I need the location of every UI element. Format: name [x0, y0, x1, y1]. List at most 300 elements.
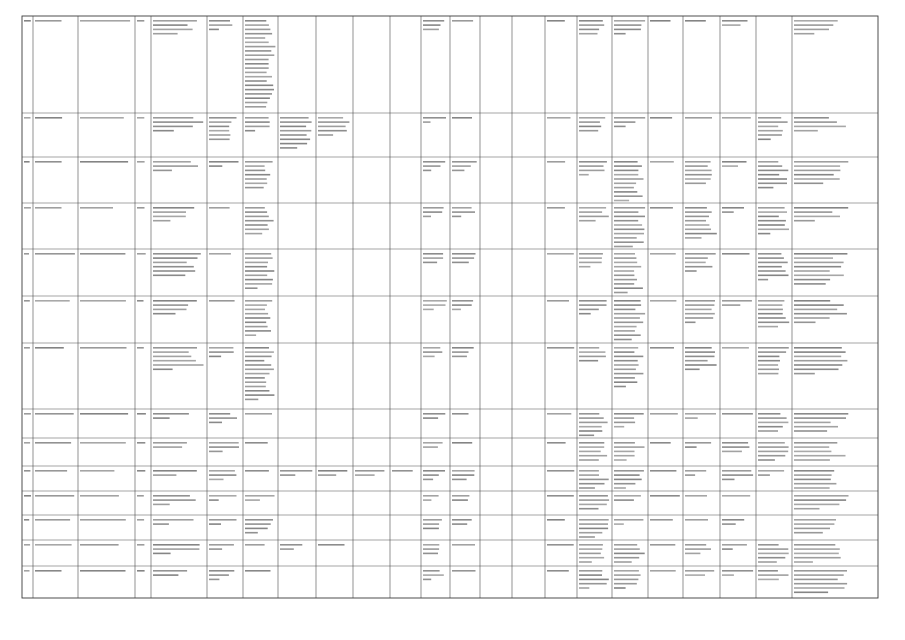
illegible-text-line	[137, 161, 145, 163]
illegible-text-line	[758, 426, 783, 428]
table-cell	[452, 117, 472, 119]
table-cell	[579, 117, 605, 132]
illegible-text-line	[758, 579, 779, 581]
illegible-text-line	[423, 413, 445, 415]
illegible-text-line	[758, 557, 785, 559]
illegible-text-line	[153, 117, 193, 119]
illegible-text-line	[614, 29, 641, 31]
table-cell	[35, 519, 70, 521]
illegible-text-line	[579, 207, 606, 209]
illegible-text-line	[614, 451, 635, 453]
illegible-text-line	[245, 24, 269, 26]
illegible-text-line	[579, 304, 607, 306]
illegible-text-line	[137, 117, 144, 119]
illegible-text-line	[423, 570, 440, 572]
illegible-text-line	[280, 470, 312, 472]
illegible-text-line	[153, 270, 195, 272]
table-row	[24, 519, 836, 538]
illegible-text-line	[758, 544, 779, 546]
table-cell	[722, 117, 751, 119]
illegible-text-line	[423, 300, 447, 302]
table-cell	[209, 470, 236, 480]
table-cell	[685, 300, 715, 323]
illegible-text-line	[794, 544, 835, 546]
illegible-text-line	[722, 523, 736, 525]
illegible-text-line	[758, 253, 781, 255]
illegible-text-line	[153, 495, 190, 497]
illegible-text-line	[794, 283, 826, 285]
table-cell	[209, 544, 234, 550]
illegible-text-line	[423, 207, 444, 209]
illegible-text-line	[245, 220, 274, 222]
table-cell	[722, 544, 747, 550]
illegible-text-line	[245, 369, 274, 371]
illegible-text-line	[758, 121, 788, 123]
illegible-text-line	[579, 574, 602, 576]
illegible-text-line	[614, 161, 638, 163]
illegible-text-line	[209, 347, 233, 349]
illegible-text-line	[685, 207, 707, 209]
table-cell	[794, 20, 838, 35]
illegible-text-line	[579, 504, 607, 506]
illegible-text-line	[650, 470, 676, 472]
illegible-text-line	[758, 211, 787, 213]
illegible-text-line	[24, 413, 31, 415]
illegible-text-line	[245, 216, 269, 218]
illegible-text-line	[245, 262, 268, 264]
illegible-text-line	[24, 207, 31, 209]
illegible-text-line	[423, 528, 439, 530]
illegible-text-line	[614, 257, 636, 259]
table-cell	[35, 570, 62, 572]
illegible-text-line	[209, 121, 231, 123]
illegible-text-line	[280, 548, 294, 550]
illegible-text-line	[794, 579, 838, 581]
illegible-text-line	[685, 253, 716, 255]
table-cell	[547, 544, 574, 546]
illegible-text-line	[650, 253, 676, 255]
table-cell	[614, 207, 645, 247]
illegible-text-line	[794, 499, 846, 501]
illegible-text-line	[758, 130, 783, 132]
illegible-text-line	[758, 474, 770, 476]
illegible-text-line	[153, 364, 204, 366]
illegible-text-line	[794, 583, 847, 585]
table-cell	[758, 442, 789, 461]
illegible-text-line	[80, 495, 119, 497]
table-cell	[650, 470, 676, 472]
illegible-text-line	[614, 178, 644, 180]
table-cell	[614, 20, 645, 35]
illegible-text-line	[245, 390, 269, 392]
table-cell	[423, 442, 443, 448]
table-cell	[685, 413, 716, 419]
illegible-text-line	[614, 200, 629, 202]
illegible-text-line	[153, 207, 194, 209]
illegible-text-line	[650, 442, 671, 444]
illegible-text-line	[794, 592, 828, 594]
illegible-text-line	[245, 126, 270, 128]
illegible-text-line	[547, 495, 574, 497]
illegible-text-line	[614, 270, 634, 272]
illegible-text-line	[722, 570, 753, 572]
illegible-text-line	[245, 187, 264, 189]
illegible-text-line	[579, 20, 603, 22]
illegible-text-line	[137, 300, 144, 302]
illegible-text-line	[758, 178, 787, 180]
illegible-text-line	[685, 347, 712, 349]
illegible-text-line	[685, 216, 709, 218]
illegible-text-line	[614, 207, 645, 209]
table-row	[24, 470, 836, 489]
illegible-text-line	[209, 130, 229, 132]
illegible-text-line	[452, 347, 474, 349]
table-cell	[547, 207, 565, 209]
table-cell	[722, 495, 750, 497]
table-cell	[614, 161, 644, 201]
illegible-text-line	[685, 165, 708, 167]
illegible-text-line	[245, 360, 264, 362]
illegible-text-line	[35, 495, 74, 497]
table-cell	[452, 544, 475, 546]
table-cell	[80, 253, 125, 255]
illegible-text-line	[579, 435, 594, 437]
illegible-text-line	[794, 24, 833, 26]
illegible-text-line	[650, 207, 673, 209]
illegible-text-line	[153, 413, 189, 415]
illegible-text-line	[137, 207, 145, 209]
table-cell	[423, 117, 446, 123]
table-cell	[24, 495, 31, 497]
illegible-text-line	[579, 211, 602, 213]
illegible-text-line	[614, 373, 643, 375]
illegible-text-line	[245, 322, 266, 324]
illegible-text-line	[614, 283, 634, 285]
illegible-text-line	[794, 417, 846, 419]
table-cell	[722, 300, 752, 306]
table-cell	[80, 570, 126, 572]
illegible-text-line	[153, 29, 193, 31]
illegible-text-line	[614, 287, 643, 289]
illegible-text-line	[245, 33, 272, 35]
illegible-text-line	[245, 313, 268, 315]
illegible-text-line	[579, 126, 601, 128]
table-cell	[318, 117, 349, 136]
illegible-text-line	[579, 257, 602, 259]
illegible-text-line	[758, 183, 787, 185]
illegible-text-line	[685, 495, 707, 497]
illegible-text-line	[758, 442, 785, 444]
illegible-text-line	[452, 20, 473, 22]
illegible-text-line	[685, 257, 708, 259]
illegible-text-line	[614, 347, 638, 349]
table-cell	[245, 161, 273, 188]
table-cell	[137, 253, 146, 255]
table-cell	[24, 117, 31, 119]
table-cell	[685, 20, 706, 22]
illegible-text-line	[153, 544, 200, 546]
table-cell	[794, 470, 836, 489]
table-cell	[579, 207, 609, 222]
illegible-text-line	[579, 174, 589, 176]
illegible-text-line	[80, 413, 128, 415]
table-cell	[153, 495, 196, 505]
illegible-text-line	[80, 347, 127, 349]
illegible-text-line	[758, 561, 777, 563]
table-cell	[24, 570, 30, 572]
illegible-text-line	[245, 528, 268, 530]
illegible-text-line	[579, 536, 595, 538]
illegible-text-line	[579, 470, 599, 472]
table-cell	[423, 207, 444, 217]
illegible-text-line	[579, 455, 607, 457]
illegible-text-line	[579, 33, 598, 35]
illegible-text-line	[24, 161, 30, 163]
illegible-text-line	[153, 553, 171, 555]
illegible-text-line	[579, 117, 605, 119]
illegible-text-line	[685, 446, 697, 448]
illegible-text-line	[614, 304, 641, 306]
table-row	[24, 117, 846, 149]
illegible-text-line	[758, 470, 784, 472]
illegible-text-line	[794, 479, 831, 481]
illegible-text-line	[794, 183, 823, 185]
illegible-text-line	[685, 224, 709, 226]
table-cell	[650, 117, 672, 119]
illegible-text-line	[794, 369, 839, 371]
illegible-text-line	[579, 495, 608, 497]
illegible-text-line	[758, 417, 787, 419]
illegible-text-line	[547, 519, 565, 521]
table-cell	[452, 20, 473, 22]
illegible-text-line	[579, 356, 606, 358]
illegible-text-line	[614, 474, 640, 476]
table-cell	[423, 470, 445, 480]
table-cell	[423, 570, 444, 580]
illegible-text-line	[245, 20, 266, 22]
illegible-text-line	[650, 20, 671, 22]
illegible-text-line	[794, 553, 839, 555]
illegible-text-line	[153, 313, 176, 315]
illegible-text-line	[614, 313, 645, 315]
table-cell	[245, 570, 271, 572]
illegible-text-line	[758, 170, 788, 172]
illegible-text-line	[579, 587, 589, 589]
illegible-text-line	[685, 20, 706, 22]
table-cell	[80, 544, 119, 546]
illegible-text-line	[35, 442, 71, 444]
table-cell	[35, 117, 62, 119]
table-row	[24, 442, 846, 461]
illegible-text-line	[579, 216, 609, 218]
illegible-text-line	[579, 553, 601, 555]
table-cell	[209, 519, 237, 525]
illegible-text-line	[794, 178, 840, 180]
illegible-text-line	[245, 544, 265, 546]
illegible-text-line	[209, 351, 234, 353]
illegible-text-line	[794, 207, 848, 209]
illegible-text-line	[245, 499, 260, 501]
illegible-text-line	[245, 386, 266, 388]
table-cell	[318, 470, 347, 476]
table-cell	[758, 300, 789, 327]
table-cell	[35, 413, 74, 415]
table-cell	[758, 207, 789, 234]
table-cell	[137, 413, 146, 415]
illegible-text-line	[245, 80, 267, 82]
table-cell	[650, 253, 676, 255]
illegible-text-line	[452, 442, 472, 444]
illegible-text-line	[758, 262, 788, 264]
table-cell	[614, 519, 643, 525]
table-cell	[80, 207, 113, 209]
illegible-text-line	[153, 548, 199, 550]
illegible-text-line	[794, 309, 837, 311]
illegible-text-line	[685, 317, 713, 319]
illegible-text-line	[245, 330, 271, 332]
illegible-text-line	[579, 417, 604, 419]
illegible-text-line	[547, 161, 565, 163]
illegible-text-line	[758, 570, 778, 572]
table-cell	[24, 161, 30, 163]
table-cell	[423, 519, 442, 529]
illegible-text-line	[794, 313, 847, 315]
illegible-text-line	[318, 544, 345, 546]
illegible-text-line	[245, 174, 270, 176]
table-cell	[614, 570, 641, 589]
illegible-text-line	[758, 430, 778, 432]
illegible-text-line	[614, 548, 640, 550]
table-cell	[452, 570, 476, 572]
illegible-text-line	[722, 207, 744, 209]
illegible-text-line	[35, 347, 64, 349]
illegible-text-line	[245, 413, 272, 415]
table-row	[24, 544, 841, 563]
illegible-text-line	[794, 351, 846, 353]
illegible-text-line	[452, 499, 468, 501]
illegible-text-line	[614, 519, 643, 521]
illegible-text-line	[318, 474, 336, 476]
illegible-text-line	[245, 207, 265, 209]
illegible-text-line	[24, 117, 31, 119]
illegible-text-line	[794, 300, 830, 302]
illegible-text-line	[794, 304, 844, 306]
illegible-text-line	[758, 459, 775, 461]
table-cell	[35, 442, 71, 444]
illegible-text-line	[137, 253, 146, 255]
table-cell	[209, 253, 231, 255]
illegible-text-line	[758, 317, 786, 319]
illegible-text-line	[423, 161, 445, 163]
table-cell	[722, 161, 747, 167]
illegible-text-line	[35, 20, 62, 22]
illegible-text-line	[794, 360, 847, 362]
table-cell	[452, 347, 474, 357]
illegible-text-line	[722, 347, 749, 349]
table-cell	[153, 161, 198, 171]
illegible-text-line	[547, 570, 569, 572]
table-cell	[579, 570, 609, 589]
illegible-text-line	[80, 544, 119, 546]
illegible-text-line	[245, 178, 267, 180]
illegible-text-line	[794, 523, 834, 525]
illegible-text-line	[614, 266, 641, 268]
table-cell	[722, 442, 749, 452]
illegible-text-line	[794, 570, 847, 572]
illegible-text-line	[685, 351, 715, 353]
illegible-text-line	[685, 548, 711, 550]
table-cell	[758, 253, 789, 280]
illegible-text-line	[579, 309, 599, 311]
illegible-text-line	[794, 161, 848, 163]
illegible-text-line	[758, 161, 778, 163]
table-cell	[280, 470, 312, 476]
table-cell	[209, 495, 237, 501]
table-cell	[579, 470, 609, 489]
illegible-text-line	[722, 165, 738, 167]
illegible-text-line	[547, 470, 574, 472]
illegible-text-line	[80, 207, 113, 209]
illegible-text-line	[579, 422, 608, 424]
illegible-text-line	[423, 165, 441, 167]
illegible-text-line	[209, 134, 230, 136]
illegible-text-line	[685, 413, 716, 415]
illegible-text-line	[794, 20, 838, 22]
illegible-text-line	[722, 300, 752, 302]
illegible-text-line	[318, 121, 349, 123]
illegible-text-line	[614, 330, 635, 332]
illegible-text-line	[794, 548, 840, 550]
illegible-text-line	[245, 334, 256, 336]
illegible-text-line	[579, 528, 608, 530]
illegible-text-line	[547, 347, 574, 349]
table-cell	[685, 117, 712, 119]
illegible-text-line	[280, 474, 295, 476]
table-cell	[547, 413, 571, 415]
table-cell	[80, 20, 130, 22]
illegible-text-line	[614, 413, 644, 415]
illegible-text-line	[614, 174, 638, 176]
illegible-text-line	[452, 470, 475, 472]
illegible-text-line	[614, 322, 643, 324]
table-grid	[22, 16, 878, 598]
table-cell	[758, 413, 788, 432]
table-cell	[722, 253, 750, 255]
table-cell	[614, 495, 641, 501]
table-cell	[579, 544, 604, 563]
table-cell	[650, 347, 674, 349]
illegible-text-line	[80, 161, 128, 163]
table-cell	[35, 347, 64, 349]
illegible-text-line	[794, 220, 815, 222]
illegible-text-line	[722, 413, 753, 415]
illegible-text-line	[579, 474, 599, 476]
illegible-text-line	[153, 211, 186, 213]
illegible-text-line	[614, 279, 637, 281]
illegible-text-line	[758, 233, 770, 235]
table-row	[24, 253, 847, 293]
illegible-text-line	[423, 495, 439, 497]
illegible-text-line	[80, 519, 126, 521]
illegible-text-line	[614, 117, 645, 119]
illegible-text-line	[547, 117, 571, 119]
table-cell	[137, 300, 144, 302]
illegible-text-line	[137, 495, 144, 497]
table-cell	[245, 253, 274, 289]
illegible-text-line	[153, 20, 197, 22]
illegible-text-line	[614, 126, 626, 128]
illegible-text-line	[758, 455, 785, 457]
